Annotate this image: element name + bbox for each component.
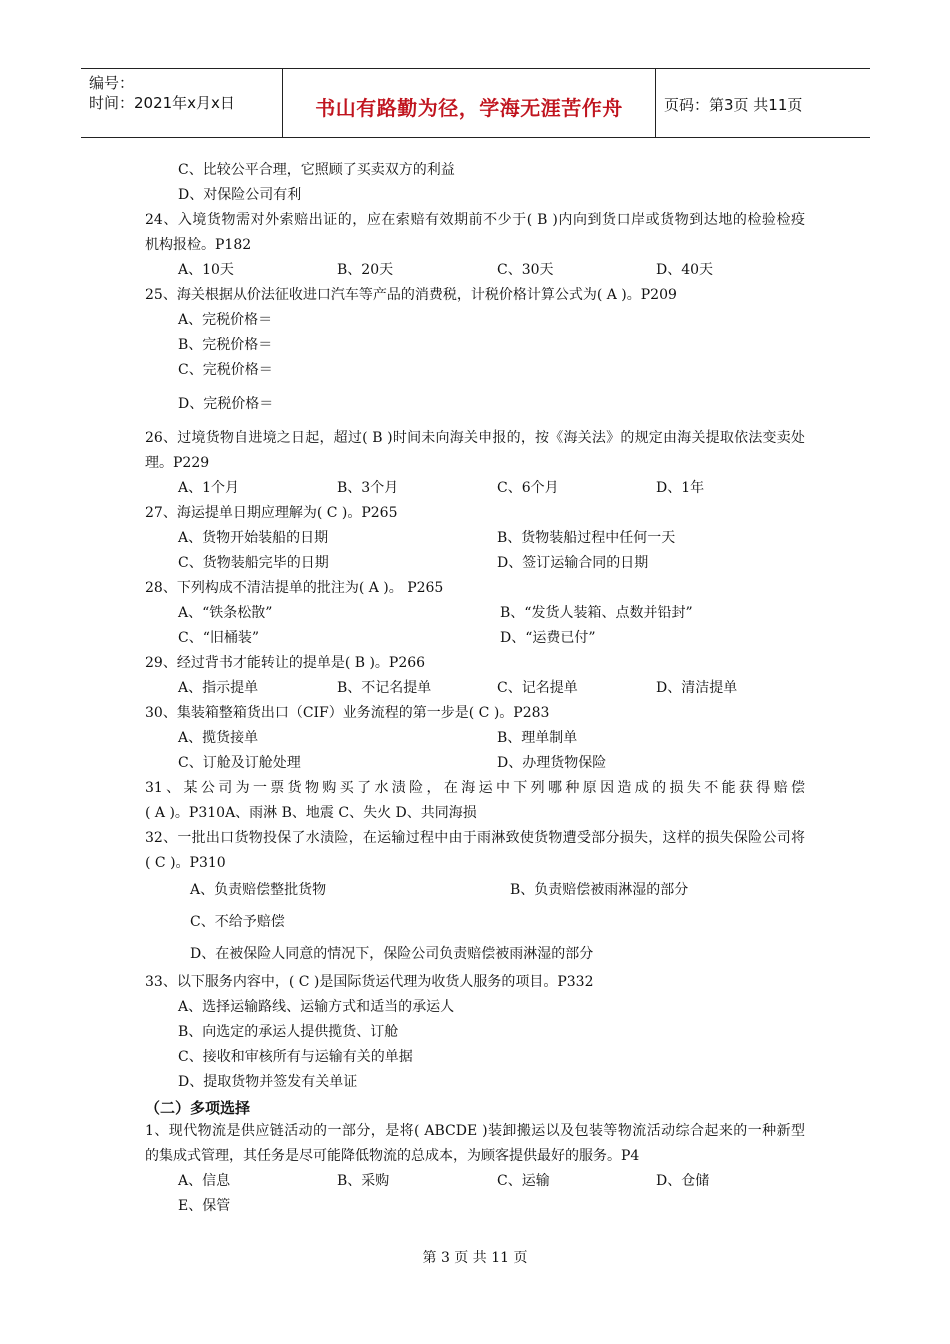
option-line: B、20天 <box>337 262 394 278</box>
question-28: 28、下列构成不清洁提单的批注为( A )。 P265 <box>145 580 444 596</box>
option-line: A、信息 <box>178 1173 231 1189</box>
section-heading: （二）多项选择 <box>145 1099 251 1117</box>
option-line: D、完税价格＝ <box>178 396 274 412</box>
question-30: 30、集装箱整箱货出口（CIF）业务流程的第一步是( C )。P283 <box>145 705 550 721</box>
page-footer: 第 3 页 共 11 页 <box>422 1250 528 1266</box>
multi-question-1: 1、现代物流是供应链活动的一部分，是将( ABCDE )装卸搬运以及包装等物流活动综合起来的一种新型 <box>145 1123 805 1139</box>
question-31: 31、某公司为一票货物购买了水渍险，在海运中下列哪种原因造成的损失不能获得赔偿 <box>145 780 805 796</box>
option-line: A、1个月 <box>178 480 240 496</box>
option-line: A、选择运输路线、运输方式和适当的承运人 <box>178 999 455 1015</box>
option-line: B、3个月 <box>337 480 399 496</box>
question-24-cont: 机构报检。P182 <box>145 237 252 253</box>
option-line: B、向选定的承运人提供揽货、订舱 <box>178 1024 399 1040</box>
question-31-cont: ( A )。P310A、雨淋 B、地震 C、失火 D、共同海损 <box>145 805 477 821</box>
option-line: A、揽货接单 <box>178 730 259 746</box>
option-line: D、对保险公司有利 <box>178 187 302 203</box>
motto-text: 书山有路勤为径，学海无涯苦作舟 <box>315 96 623 120</box>
question-32: 32、一批出口货物投保了水渍险，在运输过程中由于雨淋致使货物遭受部分损失，这样的损失保险公司将 <box>145 830 805 846</box>
option-line: C、运输 <box>497 1173 550 1189</box>
option-line: C、记名提单 <box>497 680 578 696</box>
question-27: 27、海运提单日期应理解为( C )。P265 <box>145 505 398 521</box>
option-line: C、完税价格＝ <box>178 362 273 378</box>
page-label: 页码：第3页 共11页 <box>664 96 803 114</box>
multi-question-1-cont: 的集成式管理，其任务是尽可能降低物流的总成本，为顾客提供最好的服务。P4 <box>145 1148 640 1164</box>
header-page-cell <box>655 69 870 137</box>
option-line: D、仓储 <box>656 1173 710 1189</box>
option-line: D、“运费已付” <box>500 630 596 646</box>
question-29: 29、经过背书才能转让的提单是( B )。P266 <box>145 655 426 671</box>
header-info-cell <box>81 69 281 137</box>
option-line: C、不给予赔偿 <box>190 914 285 930</box>
option-line: D、办理货物保险 <box>497 755 607 771</box>
option-line: A、10天 <box>178 262 234 278</box>
option-line: C、30天 <box>497 262 554 278</box>
option-line: D、在被保险人同意的情况下，保险公司负责赔偿被雨淋湿的部分 <box>190 946 594 962</box>
option-line: A、完税价格＝ <box>178 312 273 328</box>
option-line: C、接收和审核所有与运输有关的单据 <box>178 1049 413 1065</box>
question-33: 33、以下服务内容中，( C )是国际货运代理为收货人服务的项目。P332 <box>145 974 594 990</box>
option-line: D、清洁提单 <box>656 680 738 696</box>
option-line: B、货物装船过程中任何一天 <box>497 530 676 546</box>
question-25: 25、海关根据从价法征收进口汽车等产品的消费税，计税价格计算公式为( A )。P209 <box>145 287 677 303</box>
number-label: 编号： <box>89 74 135 92</box>
option-line: C、比较公平合理，它照顾了买卖双方的利益 <box>178 162 455 178</box>
header-motto-cell <box>282 69 656 137</box>
option-line: D、1年 <box>656 480 705 496</box>
question-26: 26、过境货物自进境之日起，超过( B )时间未向海关申报的，按《海关法》的规定由海关提取依法变卖处 <box>145 430 805 446</box>
option-line: D、签订运输合同的日期 <box>497 555 649 571</box>
option-line: B、不记名提单 <box>337 680 432 696</box>
document-header <box>81 68 870 138</box>
option-line: A、货物开始装船的日期 <box>178 530 329 546</box>
option-line: A、指示提单 <box>178 680 259 696</box>
option-line: B、负责赔偿被雨淋湿的部分 <box>510 882 689 898</box>
question-32-cont: ( C )。P310 <box>145 855 226 871</box>
option-line: E、保管 <box>178 1198 231 1214</box>
option-line: A、负责赔偿整批货物 <box>190 882 327 898</box>
option-line: B、理单制单 <box>497 730 578 746</box>
option-line: C、货物装船完毕的日期 <box>178 555 329 571</box>
option-line: D、40天 <box>656 262 714 278</box>
option-line: D、提取货物并签发有关单证 <box>178 1074 358 1090</box>
option-line: C、“旧桶装” <box>178 630 260 646</box>
question-26-cont: 理。P229 <box>145 455 210 471</box>
time-label: 时间：2021年x月x日 <box>89 94 235 112</box>
option-line: A、“铁条松散” <box>178 605 273 621</box>
option-line: C、6个月 <box>497 480 559 496</box>
option-line: C、订舱及订舱处理 <box>178 755 301 771</box>
option-line: B、完税价格＝ <box>178 337 273 353</box>
question-24: 24、入境货物需对外索赔出证的，应在索赔有效期前不少于( B )内向到货口岸或货物到达地的检验检疫 <box>145 212 805 228</box>
option-line: B、“发货人装箱、点数并铅封” <box>500 605 693 621</box>
option-line: B、采购 <box>337 1173 390 1189</box>
